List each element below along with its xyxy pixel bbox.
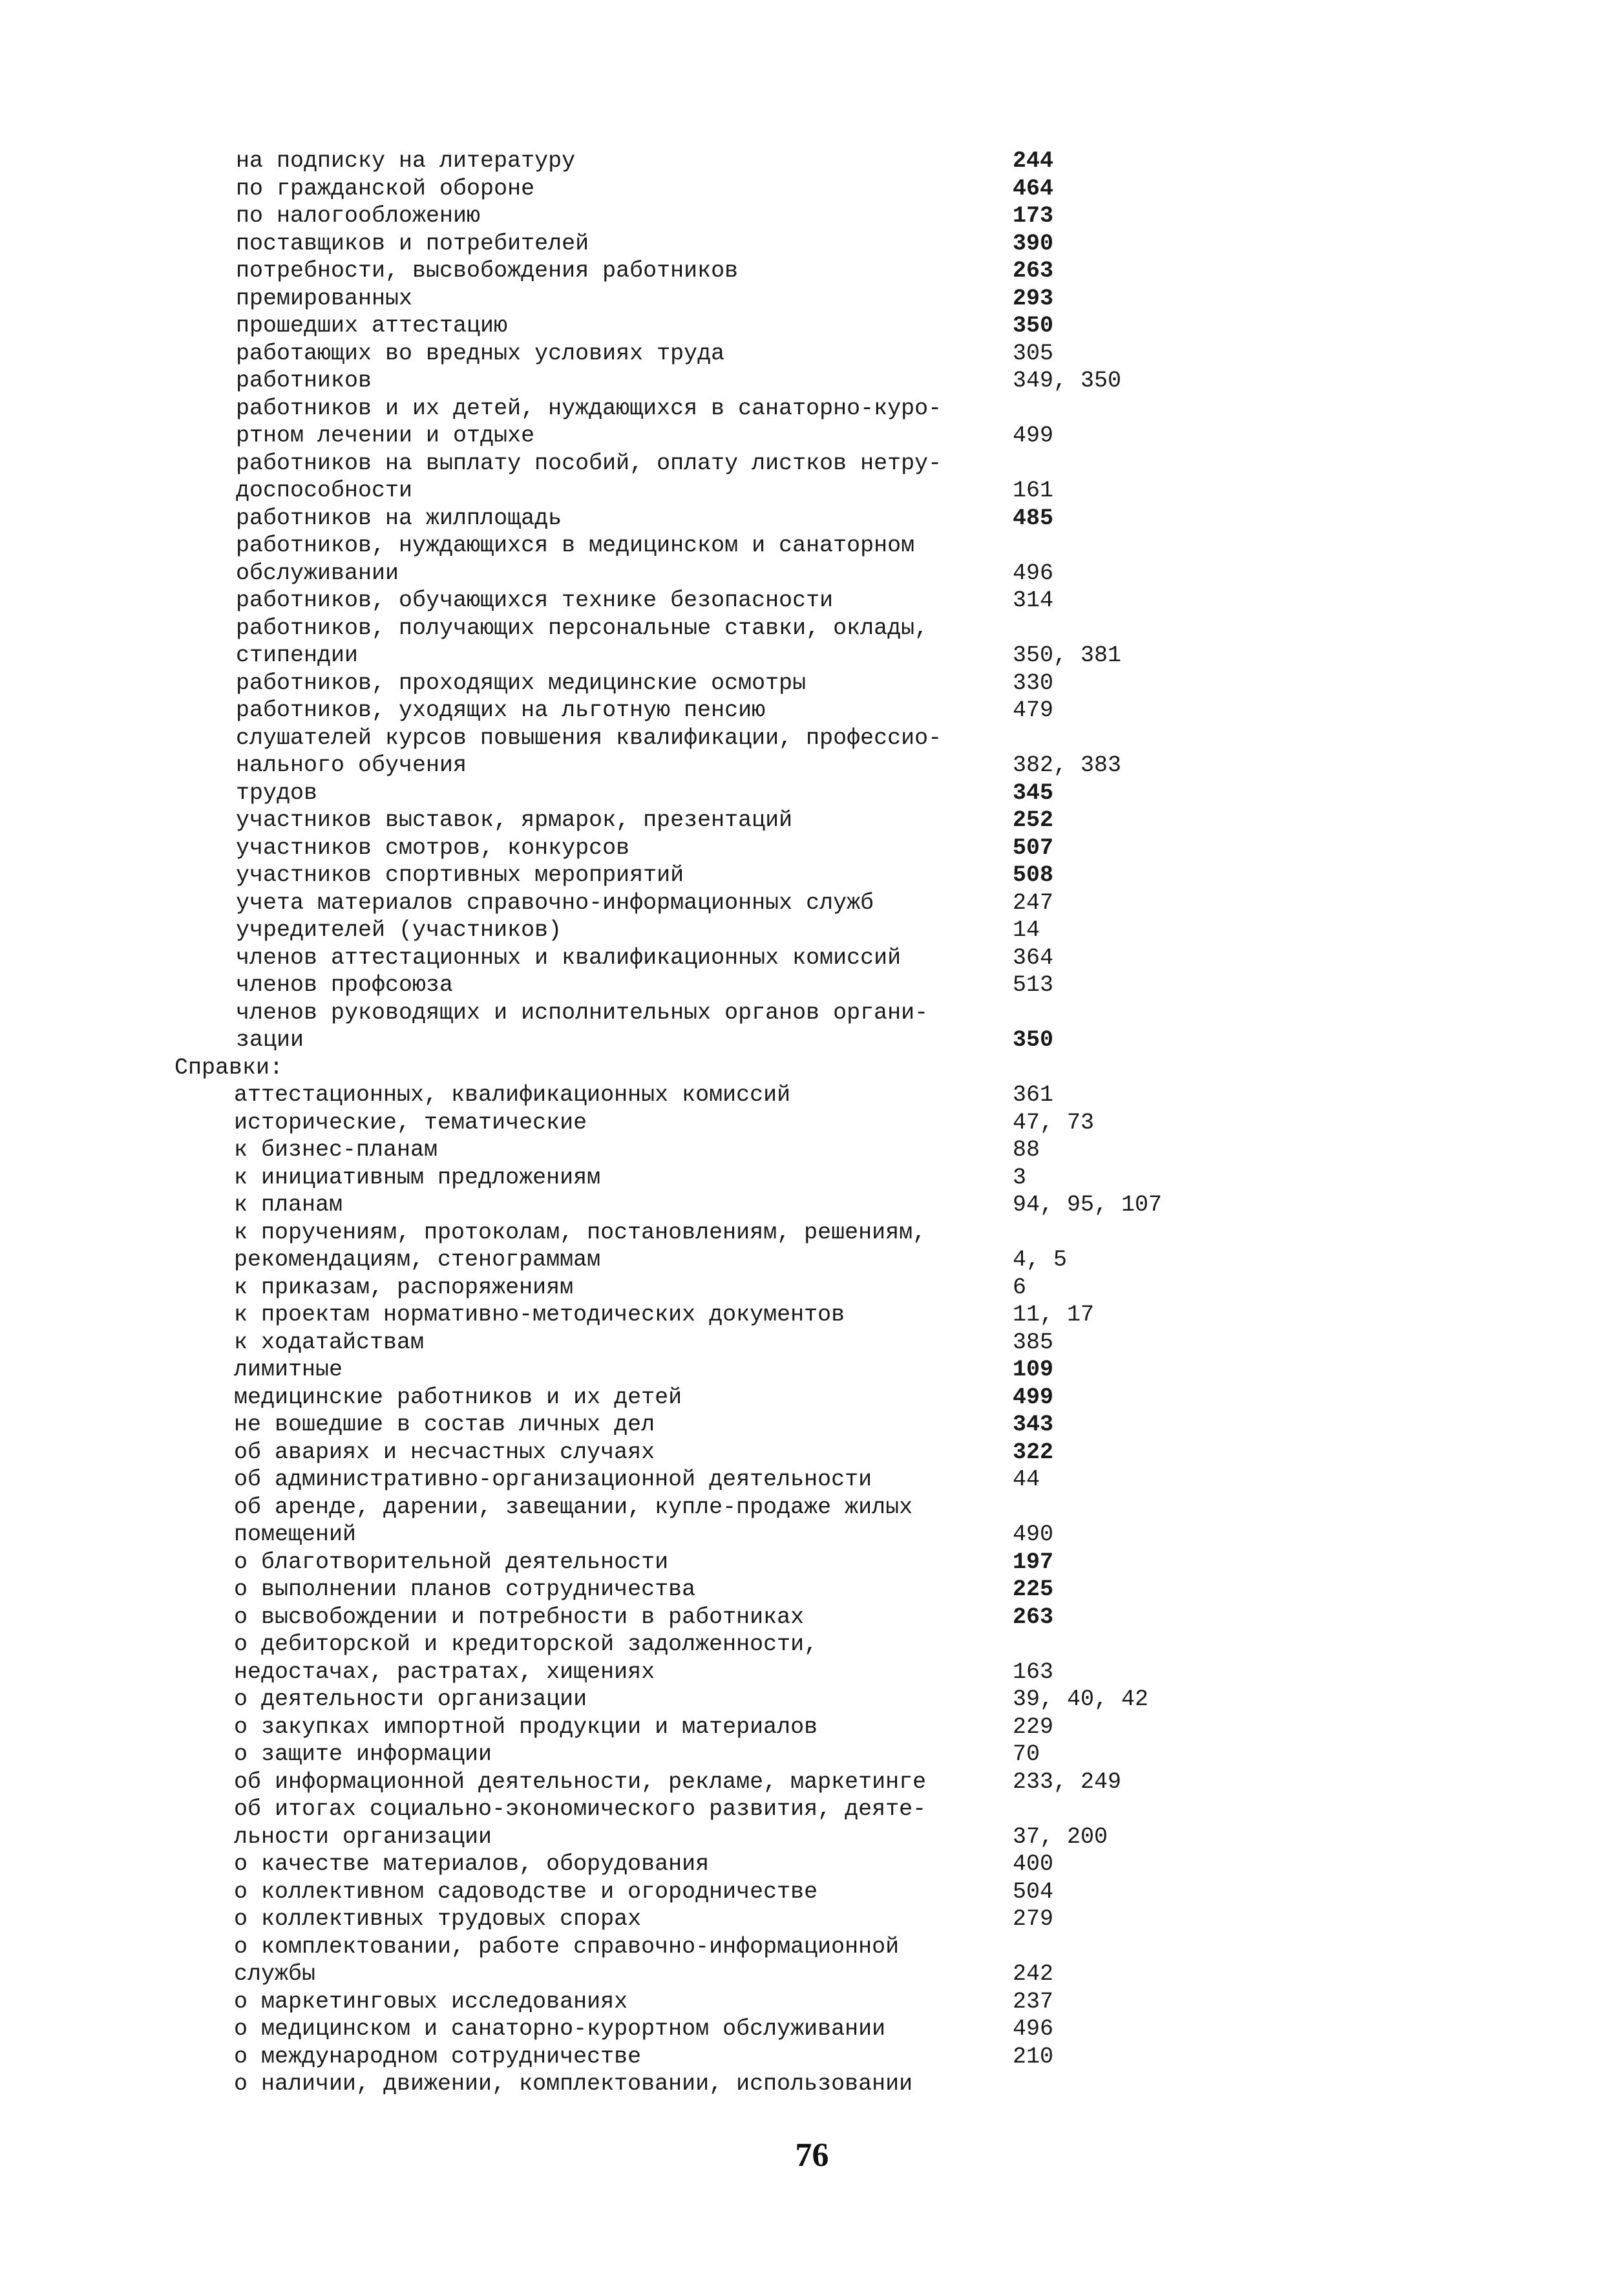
page-refs: 507 [1013, 834, 1054, 861]
page-refs: 37, 200 [1013, 1823, 1108, 1850]
page-refs: 252 [1013, 807, 1054, 833]
page-refs: 350 [1013, 313, 1054, 339]
index-entry [174, 1439, 1402, 1467]
page-refs: 173 [1013, 203, 1054, 229]
index-term: членов профсоюза [236, 972, 454, 998]
index-term: участников выставок, ярмарок, презентаций [236, 807, 793, 833]
index-term: о медицинском и санаторно-курортном обслуживании [234, 2016, 886, 2042]
page-refs: 499 [1013, 1384, 1054, 1410]
index-term: службы [234, 1961, 316, 1987]
index-entry [174, 944, 1402, 972]
index-term: о коллективных трудовых спорах [234, 1906, 642, 1932]
index-entry [174, 752, 1402, 780]
index-entry [174, 862, 1402, 889]
page-refs: 244 [1013, 148, 1054, 174]
page-refs: 14 [1013, 917, 1040, 943]
page-refs: 161 [1013, 478, 1054, 504]
page-refs: 237 [1013, 1988, 1054, 2015]
page-refs: 305 [1013, 340, 1054, 366]
page-refs: 322 [1013, 1439, 1054, 1465]
index-entry [174, 834, 1402, 862]
index-entry [174, 477, 1402, 505]
index-entry [174, 1494, 1402, 1522]
page-refs: 400 [1013, 1851, 1054, 1877]
index-term: участников спортивных мероприятий [236, 862, 684, 888]
index-entry [174, 1823, 1402, 1851]
page-refs: 11, 17 [1013, 1302, 1095, 1328]
index-term: о высвобождении и потребности в работниках [234, 1604, 805, 1630]
page-refs: 314 [1013, 588, 1054, 613]
index-term: льности организации [234, 1823, 492, 1850]
index-entry [174, 2015, 1402, 2043]
page-refs: 479 [1013, 697, 1054, 723]
page-refs: 197 [1013, 1549, 1054, 1575]
index-entry [174, 1905, 1402, 1933]
index-term: учета материалов справочно-информационных служб [236, 889, 874, 916]
index-entry [174, 1026, 1402, 1054]
index-entry [174, 807, 1402, 834]
index-term: лимитные [234, 1357, 343, 1383]
page-refs: 504 [1013, 1878, 1054, 1905]
page-refs: 263 [1013, 1604, 1054, 1630]
index-entry [174, 971, 1402, 999]
index-entry [174, 1713, 1402, 1741]
page-refs: 382, 383 [1013, 752, 1122, 778]
index-term: о благотворительной деятельности [234, 1549, 669, 1575]
index-term: об административно-организационной деятельности [234, 1467, 872, 1492]
index-term: доспособности [236, 478, 413, 504]
index-term: к инициативным предложениям [234, 1164, 601, 1191]
index-entry [174, 1768, 1402, 1796]
page-refs: 496 [1013, 560, 1054, 586]
index-term: о международном сотрудничестве [234, 2043, 642, 2070]
index-term: к бизнес-планам [234, 1137, 438, 1163]
page-refs: 4, 5 [1013, 1247, 1068, 1273]
page-refs: 163 [1013, 1659, 1054, 1685]
index-term: поставщиков и потребителей [236, 230, 589, 257]
index-entry [174, 230, 1402, 258]
index-term: об аренде, дарении, завещании, купле-продаже жилых [234, 1494, 913, 1520]
index-entry [174, 285, 1402, 313]
index-term: о наличии, движении, комплектовании, использовании [234, 2071, 913, 2097]
index-entry [174, 1246, 1402, 1274]
index-entry [174, 670, 1402, 697]
index-entry [174, 1604, 1402, 1631]
index-term: об авариях и несчастных случаях [234, 1439, 655, 1465]
page-refs: 330 [1013, 670, 1054, 696]
index-term: к приказам, распоряжениям [234, 1274, 574, 1300]
index-entry [174, 1988, 1402, 2016]
index-entry [174, 1659, 1402, 1686]
index-entry [174, 1878, 1402, 1906]
page-refs: 464 [1013, 175, 1054, 202]
index-entry [174, 422, 1402, 450]
index-entry [174, 1796, 1402, 1823]
page-refs: 350 [1013, 1027, 1054, 1053]
index-term: стипендии [236, 642, 359, 668]
page-refs: 94, 95, 107 [1013, 1192, 1163, 1218]
index-term: потребности, высвобождения работников [236, 258, 739, 284]
index-term: Справки: [174, 1054, 284, 1081]
index-entry [174, 2043, 1402, 2071]
index-entry [174, 889, 1402, 917]
page-refs: 6 [1013, 1274, 1027, 1300]
index-entry [174, 1191, 1402, 1219]
page-refs: 225 [1013, 1576, 1054, 1602]
index-entry [174, 697, 1402, 725]
index-entry [174, 147, 1402, 175]
index-entry [174, 999, 1402, 1027]
index-term: исторические, тематические [234, 1109, 587, 1136]
page-refs: 490 [1013, 1522, 1054, 1547]
page-refs: 361 [1013, 1082, 1054, 1108]
index-entry [174, 1301, 1402, 1329]
index-term: участников смотров, конкурсов [236, 834, 630, 861]
index-term: учредителей (участников) [236, 917, 562, 943]
index-term: к поручениям, протоколам, постановлениям, решениям, [234, 1219, 927, 1246]
index-term: премированных [236, 285, 413, 312]
index-term: трудов [236, 780, 318, 806]
index-term: слушателей курсов повышения квалификации, профессио- [236, 725, 942, 751]
page-refs: 44 [1013, 1467, 1040, 1492]
section-heading [174, 1054, 1402, 1082]
index-entry [174, 175, 1402, 203]
index-term: к ходатайствам [234, 1329, 425, 1355]
index-term: обслуживании [236, 560, 399, 586]
index-entry [174, 642, 1402, 670]
index-entry [174, 1081, 1402, 1109]
index-term: работников и их детей, нуждающихся в санаторно-куро- [236, 395, 942, 421]
page-refs: 210 [1013, 2043, 1054, 2070]
page-refs: 242 [1013, 1961, 1054, 1987]
index-term: об итогах социально-экономического развития, деяте- [234, 1796, 927, 1822]
page-refs: 247 [1013, 889, 1054, 916]
index-entry [174, 257, 1402, 285]
index-entry [174, 1109, 1402, 1137]
index-term: к проектам нормативно-методических документов [234, 1302, 845, 1328]
index-entry [174, 1960, 1402, 1988]
index-term: о закупках импортной продукции и материалов [234, 1713, 818, 1740]
index-entry [174, 395, 1402, 423]
index-term: недостачах, растратах, хищениях [234, 1659, 655, 1685]
page-refs: 496 [1013, 2016, 1054, 2042]
page-refs: 485 [1013, 505, 1054, 531]
index-entry [174, 1521, 1402, 1549]
page-refs: 3 [1013, 1164, 1027, 1191]
index-entry [174, 1274, 1402, 1302]
index-term: о дебиторской и кредиторской задолженности, [234, 1631, 818, 1657]
index-term: медицинские работников и их детей [234, 1384, 682, 1410]
index-term: работников, нуждающихся в медицинском и санаторном [236, 533, 915, 558]
index-term: работников на жилплощадь [236, 505, 562, 531]
index-term: работников на выплату пособий, оплату листков нетру- [236, 450, 942, 476]
index-term: помещений [234, 1522, 357, 1547]
page-refs: 39, 40, 42 [1013, 1686, 1149, 1712]
index-entry [174, 1851, 1402, 1878]
index-entry [174, 312, 1402, 340]
index-entry [174, 450, 1402, 478]
index-term: работников [236, 368, 372, 394]
page-refs: 263 [1013, 258, 1054, 284]
page-refs: 499 [1013, 423, 1054, 449]
index-entry [174, 1549, 1402, 1576]
index-entry [174, 202, 1402, 230]
index-term: на подписку на литературу [236, 148, 576, 174]
index-entry [174, 1164, 1402, 1192]
index-entry [174, 1466, 1402, 1494]
page-refs: 390 [1013, 230, 1054, 257]
index-entry [174, 1576, 1402, 1604]
index-term: рекомендациям, стенограммам [234, 1247, 601, 1273]
index-entry [174, 1933, 1402, 1961]
index-entry [174, 725, 1402, 752]
index-entry [174, 1329, 1402, 1357]
index-entry [174, 917, 1402, 944]
index-entry [174, 1741, 1402, 1768]
index-term: о качестве материалов, оборудования [234, 1851, 710, 1877]
index-entry [174, 1356, 1402, 1384]
index-term: не вошедшие в состав личных дел [234, 1412, 655, 1438]
page-refs: 345 [1013, 780, 1054, 806]
index-term: по налогообложению [236, 203, 481, 229]
index-entry [174, 560, 1402, 588]
page-refs: 364 [1013, 944, 1054, 971]
index-term: о защите информации [234, 1741, 492, 1767]
index-entry [174, 1686, 1402, 1713]
index-entry [174, 1219, 1402, 1247]
index-term: работников, получающих персональные ставки, оклады, [236, 615, 929, 641]
page-refs: 109 [1013, 1357, 1054, 1383]
index-term: о комплектовании, работе справочно-информационной [234, 1933, 900, 1960]
page-refs: 88 [1013, 1137, 1040, 1163]
index-term: членов руководящих и исполнительных органов органи- [236, 999, 929, 1026]
index-term: о выполнении планов сотрудничества [234, 1576, 696, 1602]
index-term: к планам [234, 1192, 343, 1218]
index-entry [174, 615, 1402, 642]
index-term: об информационной деятельности, рекламе, маркетинге [234, 1768, 927, 1795]
index-entry [174, 1384, 1402, 1412]
index-entry [174, 505, 1402, 533]
page-refs: 508 [1013, 862, 1054, 888]
page-refs: 279 [1013, 1906, 1054, 1932]
page-refs: 47, 73 [1013, 1109, 1095, 1136]
page-refs: 229 [1013, 1713, 1054, 1740]
page-number: 76 [795, 2137, 829, 2174]
index-entry [174, 367, 1402, 395]
index-term: о деятельности организации [234, 1686, 587, 1712]
page-refs: 385 [1013, 1329, 1054, 1355]
page-refs: 293 [1013, 285, 1054, 312]
index-term: нального обучения [236, 752, 467, 778]
index-term: членов аттестационных и квалификационных комиссий [236, 944, 902, 971]
index-entry [174, 1411, 1402, 1439]
index-entry [174, 1631, 1402, 1659]
index-entry [174, 780, 1402, 807]
page-refs: 343 [1013, 1412, 1054, 1438]
index-term: аттестационных, квалификационных комиссий [234, 1082, 791, 1108]
index-term: работников, обучающихся технике безопасности [236, 588, 834, 613]
index-term: прошедших аттестацию [236, 313, 508, 339]
index-term: зации [236, 1027, 304, 1053]
index-term: о маркетинговых исследованиях [234, 1988, 628, 2015]
page-refs: 349, 350 [1013, 368, 1122, 394]
index-term: по гражданской обороне [236, 175, 535, 202]
index-term: работников, уходящих на льготную пенсию [236, 697, 766, 723]
index-entry [174, 587, 1402, 615]
page-refs: 70 [1013, 1741, 1040, 1767]
index-entry [174, 2070, 1402, 2098]
index-term: работников, проходящих медицинские осмотры [236, 670, 807, 696]
page-refs: 350, 381 [1013, 642, 1122, 668]
page-refs: 513 [1013, 972, 1054, 998]
index-term: о коллективном садоводстве и огородничестве [234, 1878, 818, 1905]
index-list [174, 147, 1402, 2098]
index-term: ртном лечении и отдыхе [236, 423, 535, 449]
index-entry [174, 1136, 1402, 1164]
index-entry [174, 532, 1402, 560]
index-entry [174, 340, 1402, 368]
index-term: работающих во вредных условиях труда [236, 340, 725, 366]
page-refs: 233, 249 [1013, 1768, 1122, 1795]
